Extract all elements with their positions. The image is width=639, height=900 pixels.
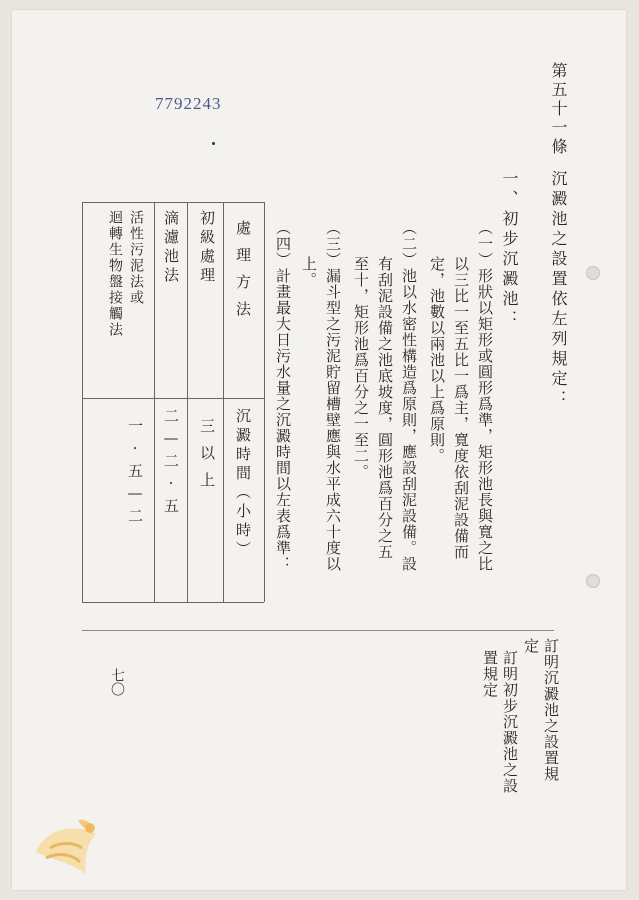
table-time-primary: 三以上 <box>198 418 216 499</box>
note-2-line-2: 置規定 <box>481 650 499 698</box>
item-3-line-2: 上。 <box>300 256 318 288</box>
archive-logo-icon <box>30 812 112 884</box>
article-heading: 第五十一條 <box>549 62 568 157</box>
note-1-line-2: 定 <box>522 638 540 654</box>
note-1-line-1: 訂明沉澱池之設置規 <box>542 638 560 782</box>
table-bottom-border <box>82 602 264 603</box>
table-middle-border <box>82 398 264 399</box>
table-left-border <box>82 202 83 602</box>
note-2-line-1: 訂明初步沉澱池之設 <box>501 650 519 794</box>
table-rule <box>187 202 188 602</box>
page-number: 七〇 <box>109 668 125 696</box>
table-time-trickling: 二—二·五 <box>162 408 180 519</box>
item-1-line-2: 以三比一至五比一爲主，寬度依刮泥設備而 <box>452 256 470 560</box>
item-2-line-1: （二）池以水密性構造爲原則，應設刮泥設備。設 <box>400 220 418 572</box>
binder-hole-top <box>586 266 600 280</box>
item-2-line-3: 至十，矩形池爲百分之一至二。 <box>352 256 370 480</box>
item-2-line-2: 有刮泥設備之池底坡度，圓形池爲百分之五 <box>376 256 394 560</box>
document-page <box>12 10 626 890</box>
archive-number-stamp: 7792243 <box>155 94 222 113</box>
table-method-trickling: 滴濾池法 <box>162 210 180 286</box>
table-top-border <box>82 202 264 203</box>
table-right-border <box>264 202 265 602</box>
item-4-line-1: （四）計畫最大日污水量之沉澱時間以左表爲準： <box>274 220 292 572</box>
article-intro: 沉澱池之設置依左列規定： <box>549 170 568 410</box>
table-method-activated-sludge-1: 活性污泥法或 <box>128 210 144 306</box>
binder-hole-bottom <box>586 574 600 588</box>
table-rule <box>223 202 224 602</box>
item-3-line-1: （三）漏斗型之污泥貯留槽壁應與水平成六十度以 <box>324 220 342 572</box>
table-rule <box>154 202 155 602</box>
notes-divider <box>82 630 554 631</box>
table-header-method: 處理方法 <box>234 220 252 328</box>
table-header-time: 沉澱時間（小時） <box>234 408 252 560</box>
clause-label: 一、初步沉澱池： <box>500 170 519 330</box>
item-1-line-1: （一）形狀以矩形或圓形爲準，矩形池長與寬之比 <box>476 220 494 572</box>
table-method-primary: 初級處理 <box>198 210 216 286</box>
table-method-activated-sludge-2: 迴轉生物盤接觸法 <box>107 210 123 338</box>
ink-dot <box>212 142 215 145</box>
table-time-activated-sludge: 一·五—二 <box>126 418 144 529</box>
item-1-line-3: 定，池數以兩池以上爲原則。 <box>428 256 446 464</box>
